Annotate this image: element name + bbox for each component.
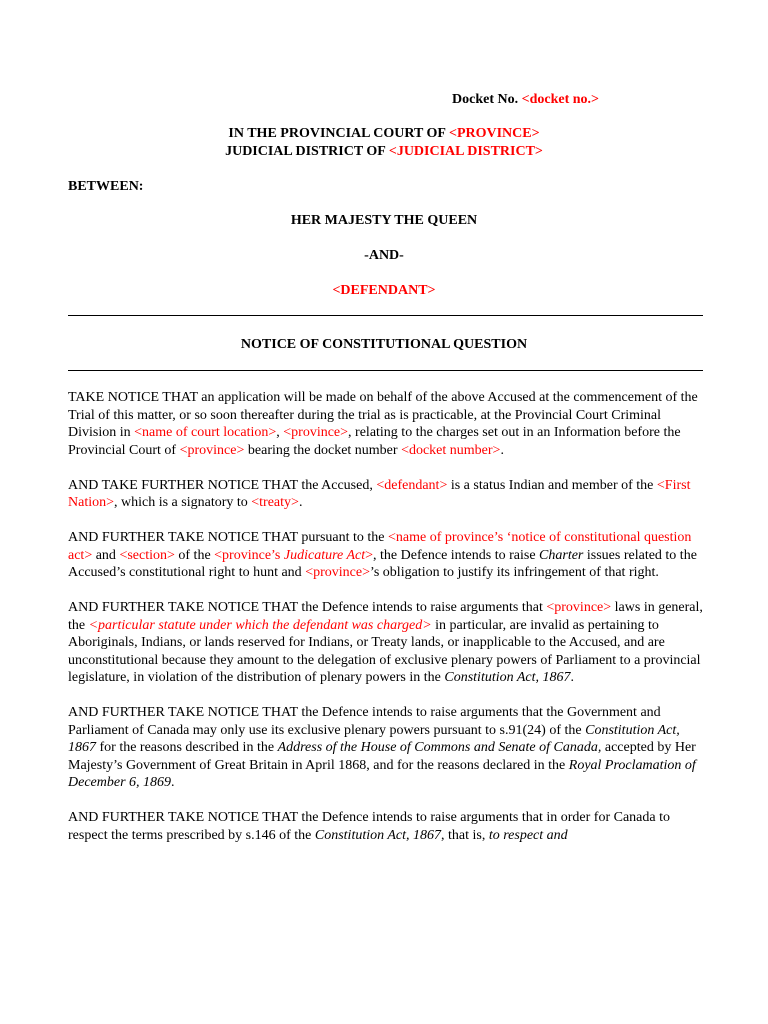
p1-text-3: , relating to the charges set out in an Information before the Provincial Court of [68, 425, 681, 458]
constitution-act-title: Constitution Act, 1867 [68, 722, 680, 755]
docket-number-placeholder: <docket number> [401, 442, 501, 458]
p6-text-2: , that is, [441, 827, 489, 843]
judicature-act-suffix: > [365, 547, 374, 563]
defendant-placeholder: <DEFENDANT> [332, 283, 436, 298]
judicial-district-placeholder: <JUDICIAL DISTRICT> [388, 143, 543, 159]
court-location-placeholder: <name of court location> [134, 425, 277, 440]
p6-italic-text: to respect and [488, 827, 568, 843]
paragraph-6 [68, 809, 708, 844]
p1-text-4: bearing the docket number [244, 442, 402, 458]
p4-text-2: laws in general, the [68, 600, 703, 633]
top-divider [68, 315, 703, 316]
constitution-act-title: Constitution Act, 1867 [444, 670, 571, 685]
court-line-1 [0, 125, 768, 143]
bottom-divider [68, 370, 703, 371]
judicature-act-prefix: <province’s [214, 547, 284, 563]
treaty-placeholder: <treaty> [251, 495, 299, 510]
p2-text-3: , which is a signatory to [114, 495, 252, 510]
p3-text-3: of the [174, 547, 215, 563]
plaintiff-name: HER MAJESTY THE QUEEN [290, 213, 478, 228]
p3-text-2: and [92, 547, 120, 563]
constitution-act-title: Constitution Act, 1867 [314, 827, 442, 843]
and-separator: -AND- [364, 248, 404, 263]
docket-label: Docket No. [452, 92, 519, 107]
notice-act-placeholder: <name of province’s ‘notice of constitutional question act> [68, 530, 692, 563]
province-placeholder: <province> [305, 565, 370, 580]
province-placeholder: <PROVINCE> [448, 126, 540, 141]
p4-text-4: . [570, 670, 575, 685]
province-placeholder: <province> [179, 442, 245, 458]
p4-text-3: in particular, are invalid as pertaining to Aboriginals, Indians, or lands reserved for Indians, or Treaty lands, or inapplicable to the Accused, and are unconstitutional because they amount to the delegation of exclusive plenary powers of Parliament to a provincial legislature, in violation of the distribution of plenary powers in the [68, 617, 701, 685]
p1-text-5: . [500, 442, 504, 458]
paragraph-4 [68, 599, 708, 687]
court-line-2-text: JUDICIAL DISTRICT OF [225, 143, 386, 159]
p2-text-2: is a status Indian and member of the [447, 477, 657, 493]
p4-text-1: AND FURTHER TAKE NOTICE THAT the Defence intends to raise arguments that [68, 600, 547, 615]
between-label: BETWEEN: [68, 179, 144, 194]
p2-text-4: . [298, 495, 303, 510]
p3-text-6: ’s obligation to justify its infringement of that right. [369, 565, 659, 580]
p1-text-1: TAKE NOTICE THAT an application will be made on behalf of the above Accused at the commencement of the Trial of this matter, or so soon thereafter during the trial as is practicable, at the Provincial Court Criminal Division in [68, 390, 698, 440]
judicature-act-title: Judicature Act [283, 547, 366, 563]
p6-text-1: AND FURTHER TAKE NOTICE THAT the Defence intends to raise arguments that in order for Canada to respect the terms prescribed by s.146 of the [68, 810, 670, 843]
p1-text-2: , [276, 425, 284, 440]
notice-body [68, 389, 708, 862]
royal-proclamation-title: Royal Proclamation of December 6, 1869 [68, 757, 696, 790]
p3-text-4: , the Defence intends to raise [373, 547, 540, 563]
p5-text-2: for the reasons described in the [96, 740, 278, 755]
p3-text-1: AND FURTHER TAKE NOTICE THAT pursuant to the [68, 530, 389, 545]
court-line-1-text: IN THE PROVINCIAL COURT OF [228, 126, 446, 141]
judicature-act-placeholder [214, 548, 373, 563]
address-title: Address of the House of Commons and Senate of Canada, [277, 740, 602, 755]
charter-term: Charter [539, 547, 584, 563]
court-heading [0, 125, 768, 160]
court-line-2 [0, 143, 768, 161]
section-placeholder: <section> [119, 547, 175, 563]
statute-placeholder: <particular statute under which the defendant was charged> [88, 617, 432, 633]
p3-text-5: issues related to the Accused’s constitutional right to hunt and [68, 547, 697, 580]
docket-number [452, 91, 599, 109]
p5-text-1: AND FURTHER TAKE NOTICE THAT the Defence intends to raise arguments that the Government and Parliament of Canada may only use its exclusive plenary powers pursuant to s.91(24) of the [68, 705, 661, 738]
p5-text-4: . [171, 775, 175, 790]
paragraph-5 [68, 704, 708, 792]
docket-placeholder: <docket no.> [521, 92, 600, 107]
defendant-placeholder: <defendant> [376, 477, 448, 493]
paragraph-2 [68, 477, 708, 512]
p2-text-1: AND TAKE FURTHER NOTICE THAT the Accused, [68, 477, 377, 493]
paragraph-1 [68, 389, 708, 459]
p5-text-3: accepted by Her Majesty’s Government of Great Britain in April 1868, and for the reasons declared in the [68, 740, 696, 773]
paragraph-3 [68, 529, 708, 582]
province-placeholder: <province> [283, 425, 349, 440]
first-nation-placeholder: <First Nation> [68, 477, 691, 510]
province-placeholder: <province> [546, 600, 612, 615]
document-title: NOTICE OF CONSTITUTIONAL QUESTION [240, 337, 528, 352]
